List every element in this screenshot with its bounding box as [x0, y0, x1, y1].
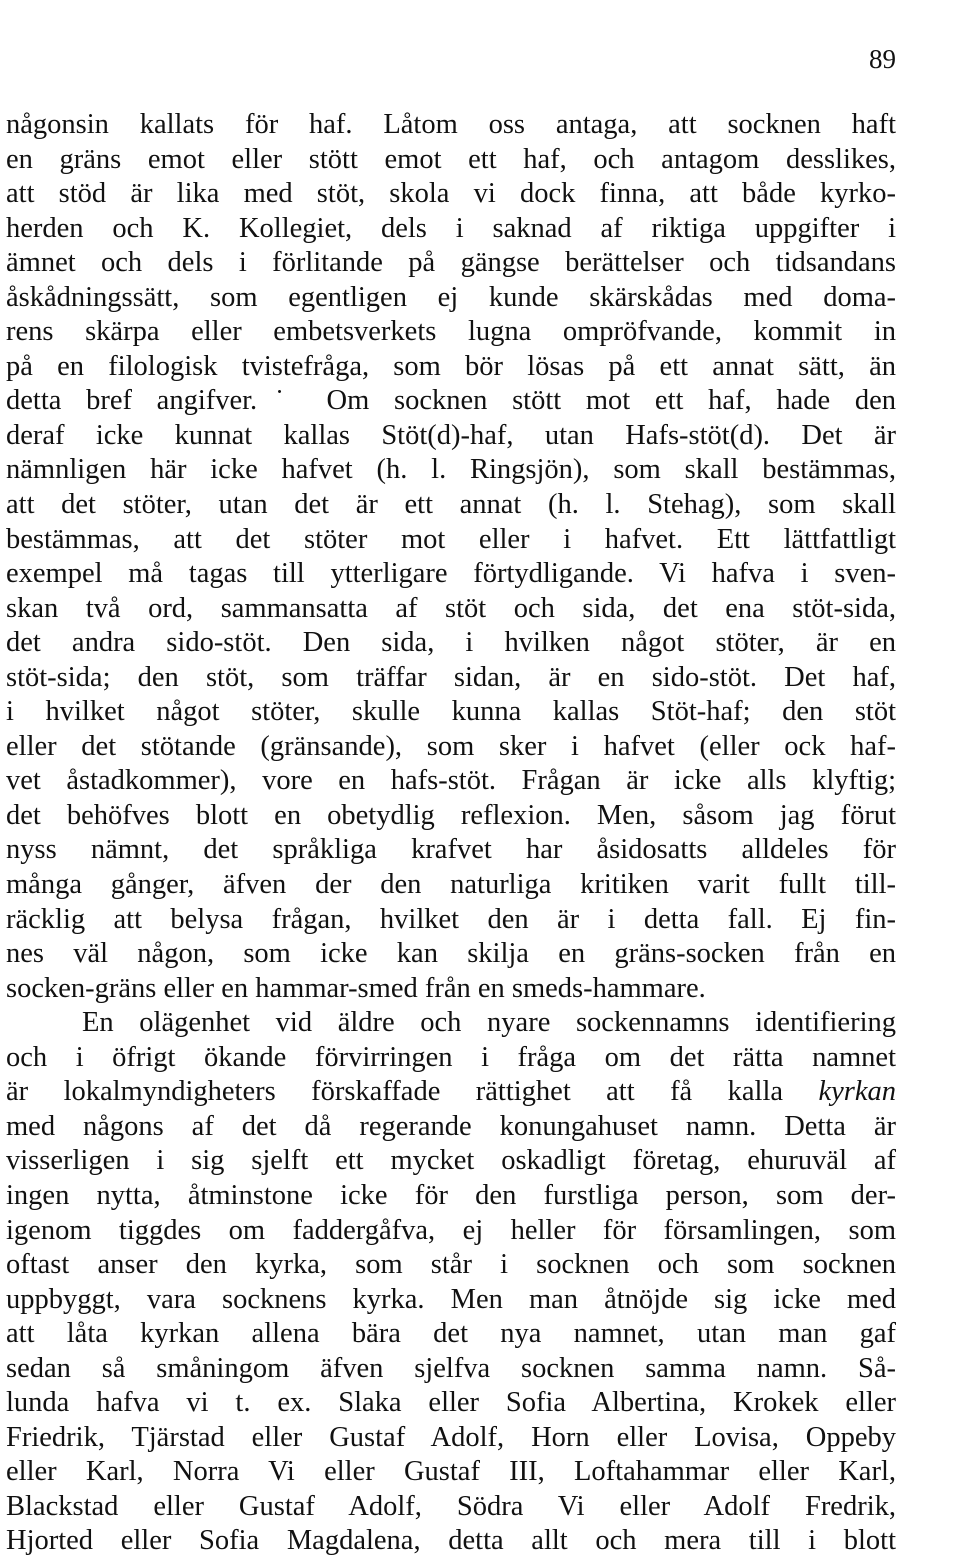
text-line: är lokalmyndigheters förskaffade rättighet att få kalla kyrkan [6, 1076, 896, 1108]
page-number: 89 [869, 44, 896, 74]
text-line: stöt-sida; den stöt, som träffar sidan, är en sido-stöt. Det haf, [6, 661, 896, 693]
text-line: detta bref angifver.˙ Om socknen stött mot ett haf, hade den [6, 385, 896, 417]
text-line: ingen nytta, åtminstone icke för den furstliga person, som der- [6, 1179, 896, 1211]
text-line: skan två ord, sammansatta af stöt och sida, det ena stöt-sida, [6, 592, 896, 624]
text-line: i hvilket något stöter, skulle kunna kallas Stöt-haf; den stöt [6, 696, 896, 728]
text-line: sedan så småningom äfven sjelfva socknen samma namn. Så- [6, 1352, 896, 1384]
text-line: bestämmas, att det stöter mot eller i hafvet. Ett lättfattligt [6, 523, 896, 555]
text-line: lunda hafva vi t. ex. Slaka eller Sofia Albertina, Krokek eller [6, 1387, 896, 1419]
text-line: nes väl någon, som icke kan skilja en gräns-socken från en [6, 938, 896, 970]
text-line: rens skärpa eller embetsverkets lugna ompröfvande, kommit in [6, 316, 896, 348]
text-line: det andra sido-stöt. Den sida, i hvilken något stöter, är en [6, 627, 896, 659]
text-line: nämnligen här icke hafvet (h. l. Ringsjön), som skall bestämmas, [6, 454, 896, 486]
text-line: Friedrik, Tjärstad eller Gustaf Adolf, Horn eller Lovisa, Oppeby [6, 1421, 896, 1453]
text-line: att stöd är lika med stöt, skola vi dock finna, att både kyrko- [6, 178, 896, 210]
text-line: att låta kyrkan allena bära det nya namnet, utan man gaf [6, 1318, 896, 1350]
text-line: med någons af det då regerande konungahuset namn. Detta är [6, 1110, 896, 1142]
text-line: åskådningssätt, som egentligen ej kunde skärskådas med doma- [6, 281, 896, 313]
text-line: herden och K. Kollegiet, dels i saknad af riktiga uppgifter i [6, 212, 896, 244]
text-line: räcklig att belysa frågan, hvilket den är i detta fall. Ej fin- [6, 903, 896, 935]
paragraph-start-line: En olägenhet vid äldre och nyare sockennamns identifiering [82, 1007, 896, 1039]
text-line: på en filologisk tvistefråga, som bör lösas på ett annat sätt, än [6, 350, 896, 382]
text-line: en gräns emot eller stött emot ett haf, och antagom desslikes, [6, 143, 896, 175]
text-line: oftast anser den kyrka, som står i socknen och som socknen [6, 1249, 896, 1281]
text-line: eller det stötande (gränsande), som sker i hafvet (eller ock haf- [6, 730, 896, 762]
text-line: att det stöter, utan det är ett annat (h. l. Stehag), som skall [6, 489, 896, 521]
text-line: uppbyggt, vara socknens kyrka. Men man åtnöjde sig icke med [6, 1283, 896, 1315]
text-line: någonsin kallats för haf. Låtom oss antaga, att socknen haft [6, 109, 896, 140]
text-line: socken-gräns eller en hammar-smed från en smeds-hammare. [6, 972, 706, 1004]
text-line: och i öfrigt ökande förvirringen i fråga om det rätta namnet [6, 1041, 896, 1073]
text-line: igenom tiggdes om faddergåfva, ej heller för församlingen, som [6, 1214, 896, 1246]
text-line: nyss nämnt, det språkliga krafvet har åsidosatts alldeles för [6, 834, 896, 866]
text-line: vet åstadkommer), vore en hafs-stöt. Frågan är icke alls klyftig; [6, 765, 896, 797]
text-line: exempel må tagas till ytterligare förtydligande. Vi hafva i sven- [6, 558, 896, 590]
text-line: många gånger, äfven der den naturliga kritiken varit fullt till- [6, 869, 896, 901]
text-line: eller Karl, Norra Vi eller Gustaf III, Loftahammar eller Karl, [6, 1456, 896, 1488]
text-line: Blackstad eller Gustaf Adolf, Södra Vi eller Adolf Fredrik, [6, 1490, 896, 1522]
body-text [6, 108, 896, 1559]
text-line: deraf icke kunnat kallas Stöt(d)-haf, utan Hafs-stöt(d). Det är [6, 419, 896, 451]
text-line: visserligen i sig sjelft ett mycket oskadligt företag, ehuruväl af [6, 1145, 896, 1177]
text-line: ämnet och dels i förlitande på gängse berättelser och tidsandans [6, 247, 896, 279]
text-line: Hjorted eller Sofia Magdalena, detta allt och mera till i blott [6, 1525, 896, 1557]
text-line: det behöfves blott en obetydlig reflexion. Men, såsom jag förut [6, 799, 896, 831]
